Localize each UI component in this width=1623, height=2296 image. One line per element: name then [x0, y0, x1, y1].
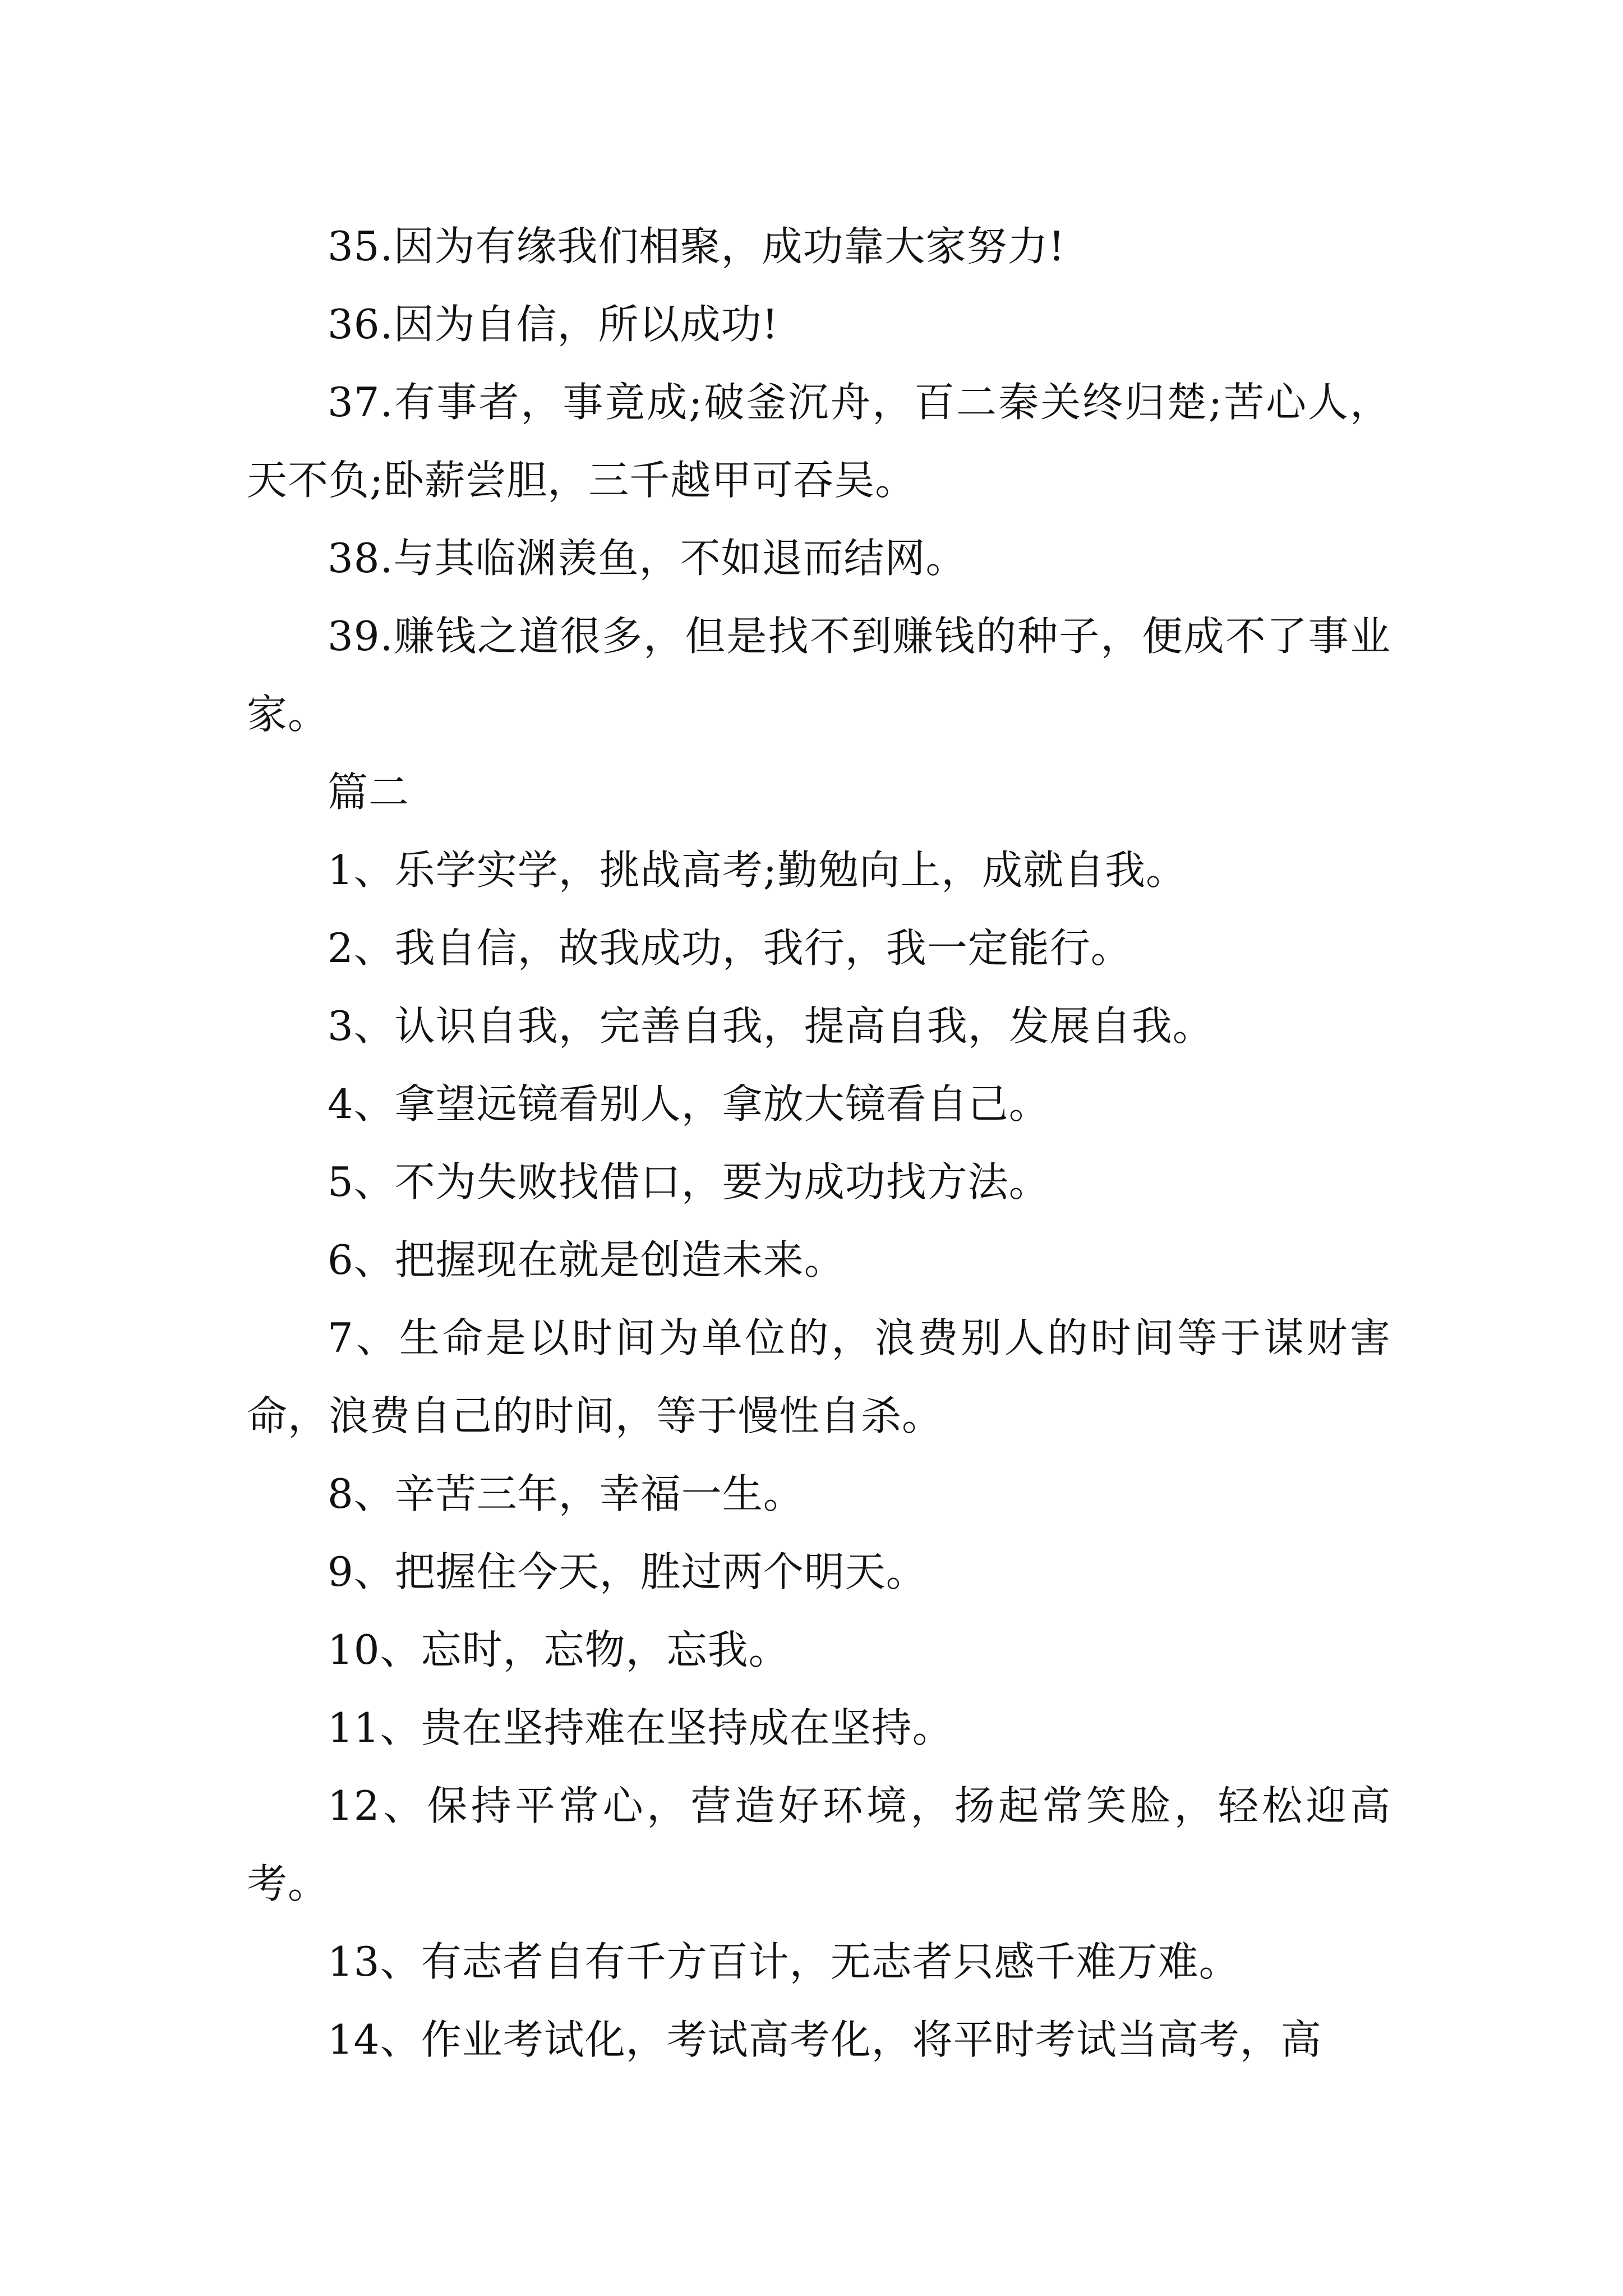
paragraph-4: 4、拿望远镜看别人，拿放大镜看自己。: [328, 1080, 1050, 1128]
paragraph-3: 3、认识自我，完善自我，提高自我，发展自我。: [328, 1002, 1214, 1050]
paragraph-8: 8、辛苦三年，幸福一生。: [328, 1470, 804, 1517]
paragraph-5: 5、不为失败找借口，要为成功找方法。: [328, 1158, 1050, 1205]
paragraph-36: 36.因为自信，所以成功!: [328, 301, 779, 348]
paragraph-13: 13、有志者自有千方百计，无志者只感千难万难。: [328, 1938, 1240, 1985]
paragraph-14: 14、作业考试化，考试高考化，将平时考试当高考，高: [328, 2016, 1322, 2063]
paragraph-6: 6、把握现在就是创造未来。: [328, 1236, 845, 1283]
paragraph-2: 2、我自信，故我成功，我行，我一定能行。: [328, 924, 1132, 972]
paragraph-35: 35.因为有缘我们相聚，成功靠大家努力!: [328, 223, 1066, 270]
paragraph-12: 12、保持平常心，营造好环境，扬起常笑脸，轻松迎高考。: [247, 1782, 1391, 1907]
body-text: [247, 208, 1391, 2079]
paragraph-39: 39.赚钱之道很多，但是找不到赚钱的种子，便成不了事业家。: [247, 613, 1391, 738]
paragraph-10: 10、忘时，忘物，忘我。: [328, 1626, 790, 1673]
section-heading: 篇二: [328, 769, 410, 816]
paragraph-1: 1、乐学实学，挑战高考;勤勉向上，成就自我。: [328, 846, 1187, 894]
paragraph-7: 7、生命是以时间为单位的，浪费别人的时间等于谋财害命，浪费自己的时间，等于慢性自杀。: [247, 1314, 1391, 1439]
paragraph-37: 37.有事者，事竟成;破釜沉舟，百二秦关终归楚;苦心人，天不负;卧薪尝胆，三千越甲可吞吴。: [247, 379, 1391, 504]
paragraph-11: 11、贵在坚持难在坚持成在坚持。: [328, 1704, 953, 1751]
paragraph-9: 9、把握住今天，胜过两个明天。: [328, 1548, 927, 1595]
paragraph-38: 38.与其临渊羡鱼，不如退而结网。: [328, 535, 967, 582]
